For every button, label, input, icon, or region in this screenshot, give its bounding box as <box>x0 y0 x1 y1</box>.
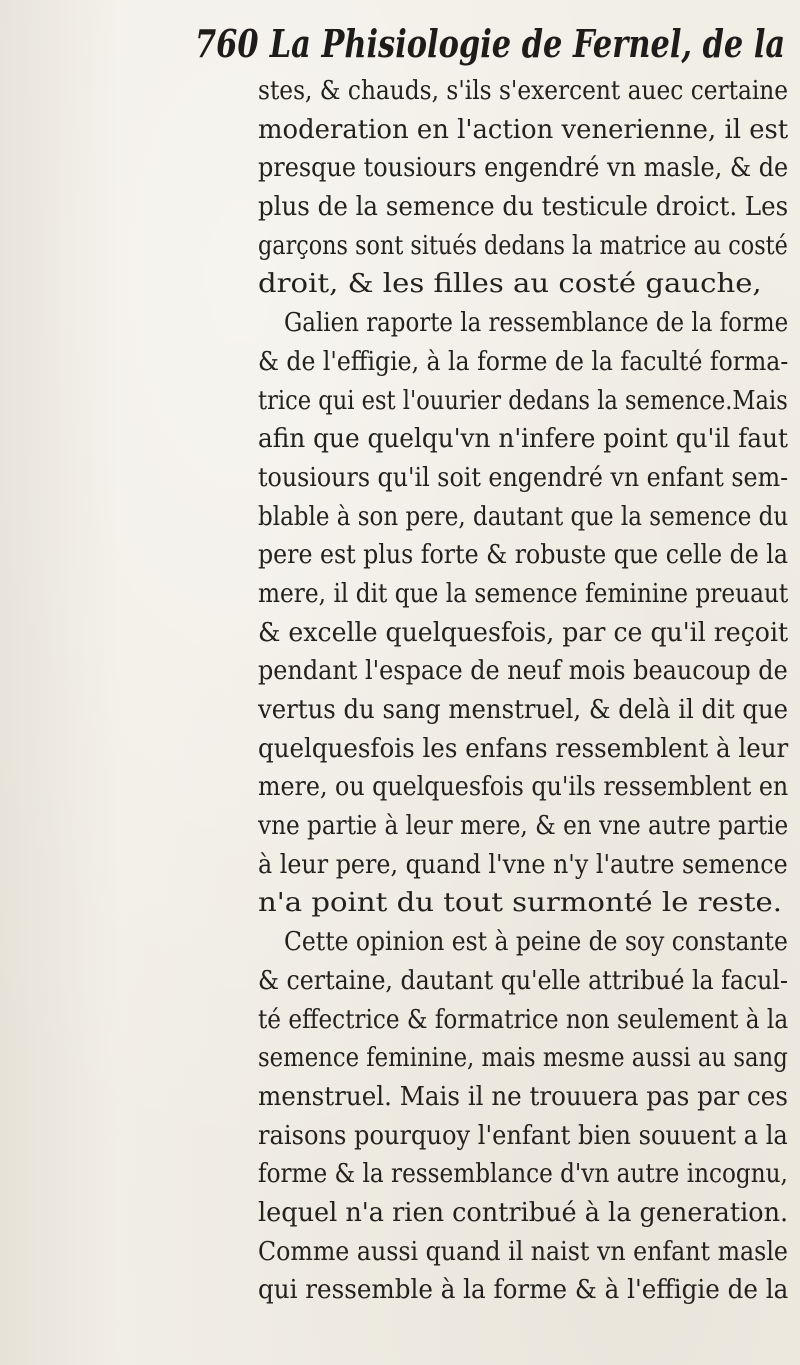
text-line: trice qui est l'ouurier dedans la semence.Mais <box>258 385 788 416</box>
text-line: vertus du sang menstruel, & delà il dit que <box>258 695 789 725</box>
text-line: semence feminine, mais mesme aussi au sang <box>258 1043 788 1074</box>
text-line: pendant l'espace de neuf mois beaucoup de <box>258 656 788 687</box>
running-header <box>195 18 786 70</box>
text-line: afin que quelqu'vn n'infere point qu'il faut <box>258 424 788 455</box>
text-line: menstruel. Mais il ne trouuera pas par ces <box>258 1081 788 1112</box>
text-line: plus de la semence du testicule droict. Les <box>258 192 789 223</box>
text-line: garçons sont situés dedans la matrice au costé <box>258 230 788 261</box>
body-text <box>258 72 788 1310</box>
text-line: té effectrice & formatrice non seulement à la <box>258 1004 789 1035</box>
page-number: 760 <box>195 21 259 66</box>
text-line: & certaine, dautant qu'elle attribué la facul- <box>258 965 788 996</box>
text-line: lequel n'a rien contribué à la generation. <box>258 1197 789 1228</box>
text-line: quelquesfois les enfans ressemblent à leur <box>258 733 789 764</box>
text-line: qui ressemble à la forme & à l'effigie de la <box>258 1275 789 1306</box>
running-title: La Phisiologie de Fernel, de la <box>269 21 786 66</box>
text-line: moderation en l'action venerienne, il est <box>258 114 789 145</box>
text-line: & de l'effigie, à la forme de la faculté forma- <box>258 346 789 377</box>
text-line: blable à son pere, dautant que la semence du <box>258 501 789 532</box>
text-line: Comme aussi quand il naist vn enfant masle <box>258 1236 788 1267</box>
text-line: Galien raporte la ressemblance de la forme <box>284 308 789 339</box>
text-line: pere est plus forte & robuste que celle de la <box>258 540 788 571</box>
text-line: à leur pere, quand l'vne n'y l'autre semence <box>258 849 788 880</box>
text-line: n'a point du tout surmonté le reste. <box>258 888 782 919</box>
text-line: Cette opinion est à peine de soy constante <box>284 927 788 958</box>
text-line: forme & la ressemblance d'vn autre incognu, <box>258 1159 788 1190</box>
text-line: vne partie à leur mere, & en vne autre partie <box>258 811 789 842</box>
text-line: tousiours qu'il soit engendré vn enfant sem- <box>258 462 789 493</box>
text-line: presque tousiours engendré vn masle, & de <box>258 153 789 184</box>
text-line: stes, & chauds, s'ils s'exercent auec certaine <box>258 76 789 106</box>
page-edge-shadow <box>0 0 120 1365</box>
text-line: & excelle quelquesfois, par ce qu'il reçoit <box>258 617 789 648</box>
text-line: raisons pourquoy l'enfant bien souuent a la <box>258 1120 788 1151</box>
text-line: mere, ou quelquesfois qu'ils ressemblent en <box>258 772 789 803</box>
text-line: mere, il dit que la semence feminine preuaut <box>258 578 789 609</box>
text-line: droit, & les filles au costé gauche, <box>258 269 762 300</box>
